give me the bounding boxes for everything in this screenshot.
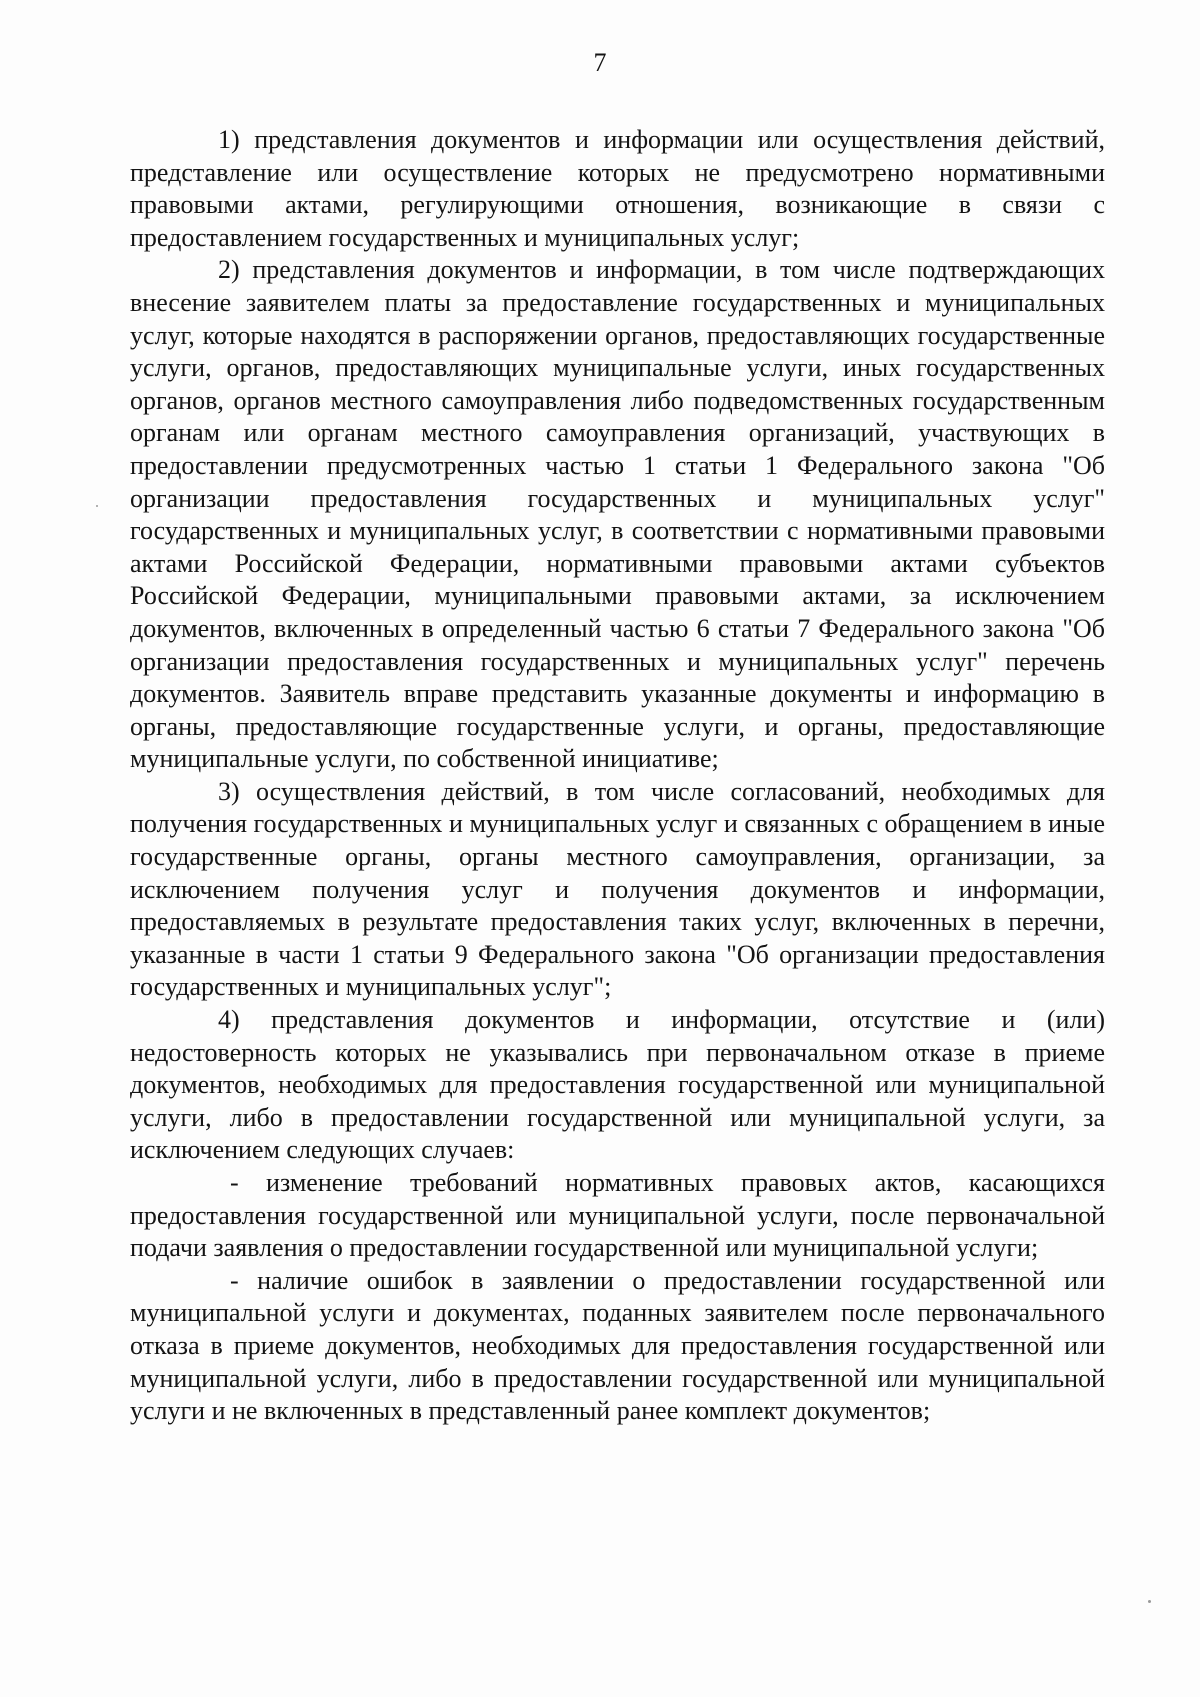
paragraph-item-1: 1) представления документов и информации или осуществления действий, представление или осуществление которых не предусмотрено нормативными правовыми актами, регулирующими отношения, возникающие в связи с предоставлением государственных и муниципальных услуг; — [130, 125, 1105, 252]
document-body — [130, 124, 1105, 1428]
scan-artifact — [1148, 1600, 1151, 1603]
paragraph-exception-1: - изменение требований нормативных правовых актов, касающихся предоставления государственной или муниципальной услуги, после первоначальной подачи заявления о предоставлении государственной или муниципальной услуги; — [130, 1168, 1105, 1263]
paragraph-item-4: 4) представления документов и информации, отсутствие и (или) недостоверность которых не указывались при первоначальном отказе в приеме документов, необходимых для предоставления государственной или муниципальной услуги, либо в предоставлении государственной или муниципальной услуги, за исключением следующих случаев: — [130, 1005, 1105, 1165]
paragraph-item-3: 3) осуществления действий, в том числе согласований, необходимых для получения государственных и муниципальных услуг и связанных с обращением в иные государственные органы, органы местного самоуправления, организации, за исключением получения услуг и получения документов и информации, предоставляемых в результате предоставления таких услуг, включенных в перечни, указанные в части 1 статьи 9 Федерального закона "Об организации предоставления государственных и муниципальных услуг"; — [130, 776, 1105, 1002]
paragraph-item-2: 2) представления документов и информации, в том числе подтверждающих внесение заявителем платы за предоставление государственных и муниципальных услуг, которые находятся в распоряжении органов, предоставляющих государственные услуги, органов, предоставляющих муниципальные услуги, иных государственных органов, органов местного самоуправления либо подведомственных государственным органам или органам местного самоуправления организаций, участвующих в предоставлении предусмотренных частью 1 статьи 1 Федерального закона "Об организации предоставления государственных и муниципальных услуг" государственных и муниципальных услуг, в соответствии с нормативными правовыми актами Российской Федерации, нормативными правовыми актами субъектов Российской Федерации, муниципальными правовыми актами, за исключением документов, включенных в определенный частью 6 статьи 7 Федерального закона "Об организации предоставления государственных и муниципальных услуг" перечень документов. Заявитель вправе представить указанные документы и информацию в органы, предоставляющие государственные услуги, и органы, предоставляющие муниципальные услуги, по собственной инициативе; — [130, 255, 1105, 774]
scan-artifact — [96, 505, 98, 507]
paragraph-exception-2: - наличие ошибок в заявлении о предоставлении государственной или муниципальной услуги и документах, поданных заявителем после первоначального отказа в приеме документов, необходимых для предоставления государственной или муниципальной услуги, либо в предоставлении государственной или муниципальной услуги и не включенных в представленный ранее комплект документов; — [130, 1265, 1105, 1426]
page-number: 7 — [593, 48, 607, 77]
